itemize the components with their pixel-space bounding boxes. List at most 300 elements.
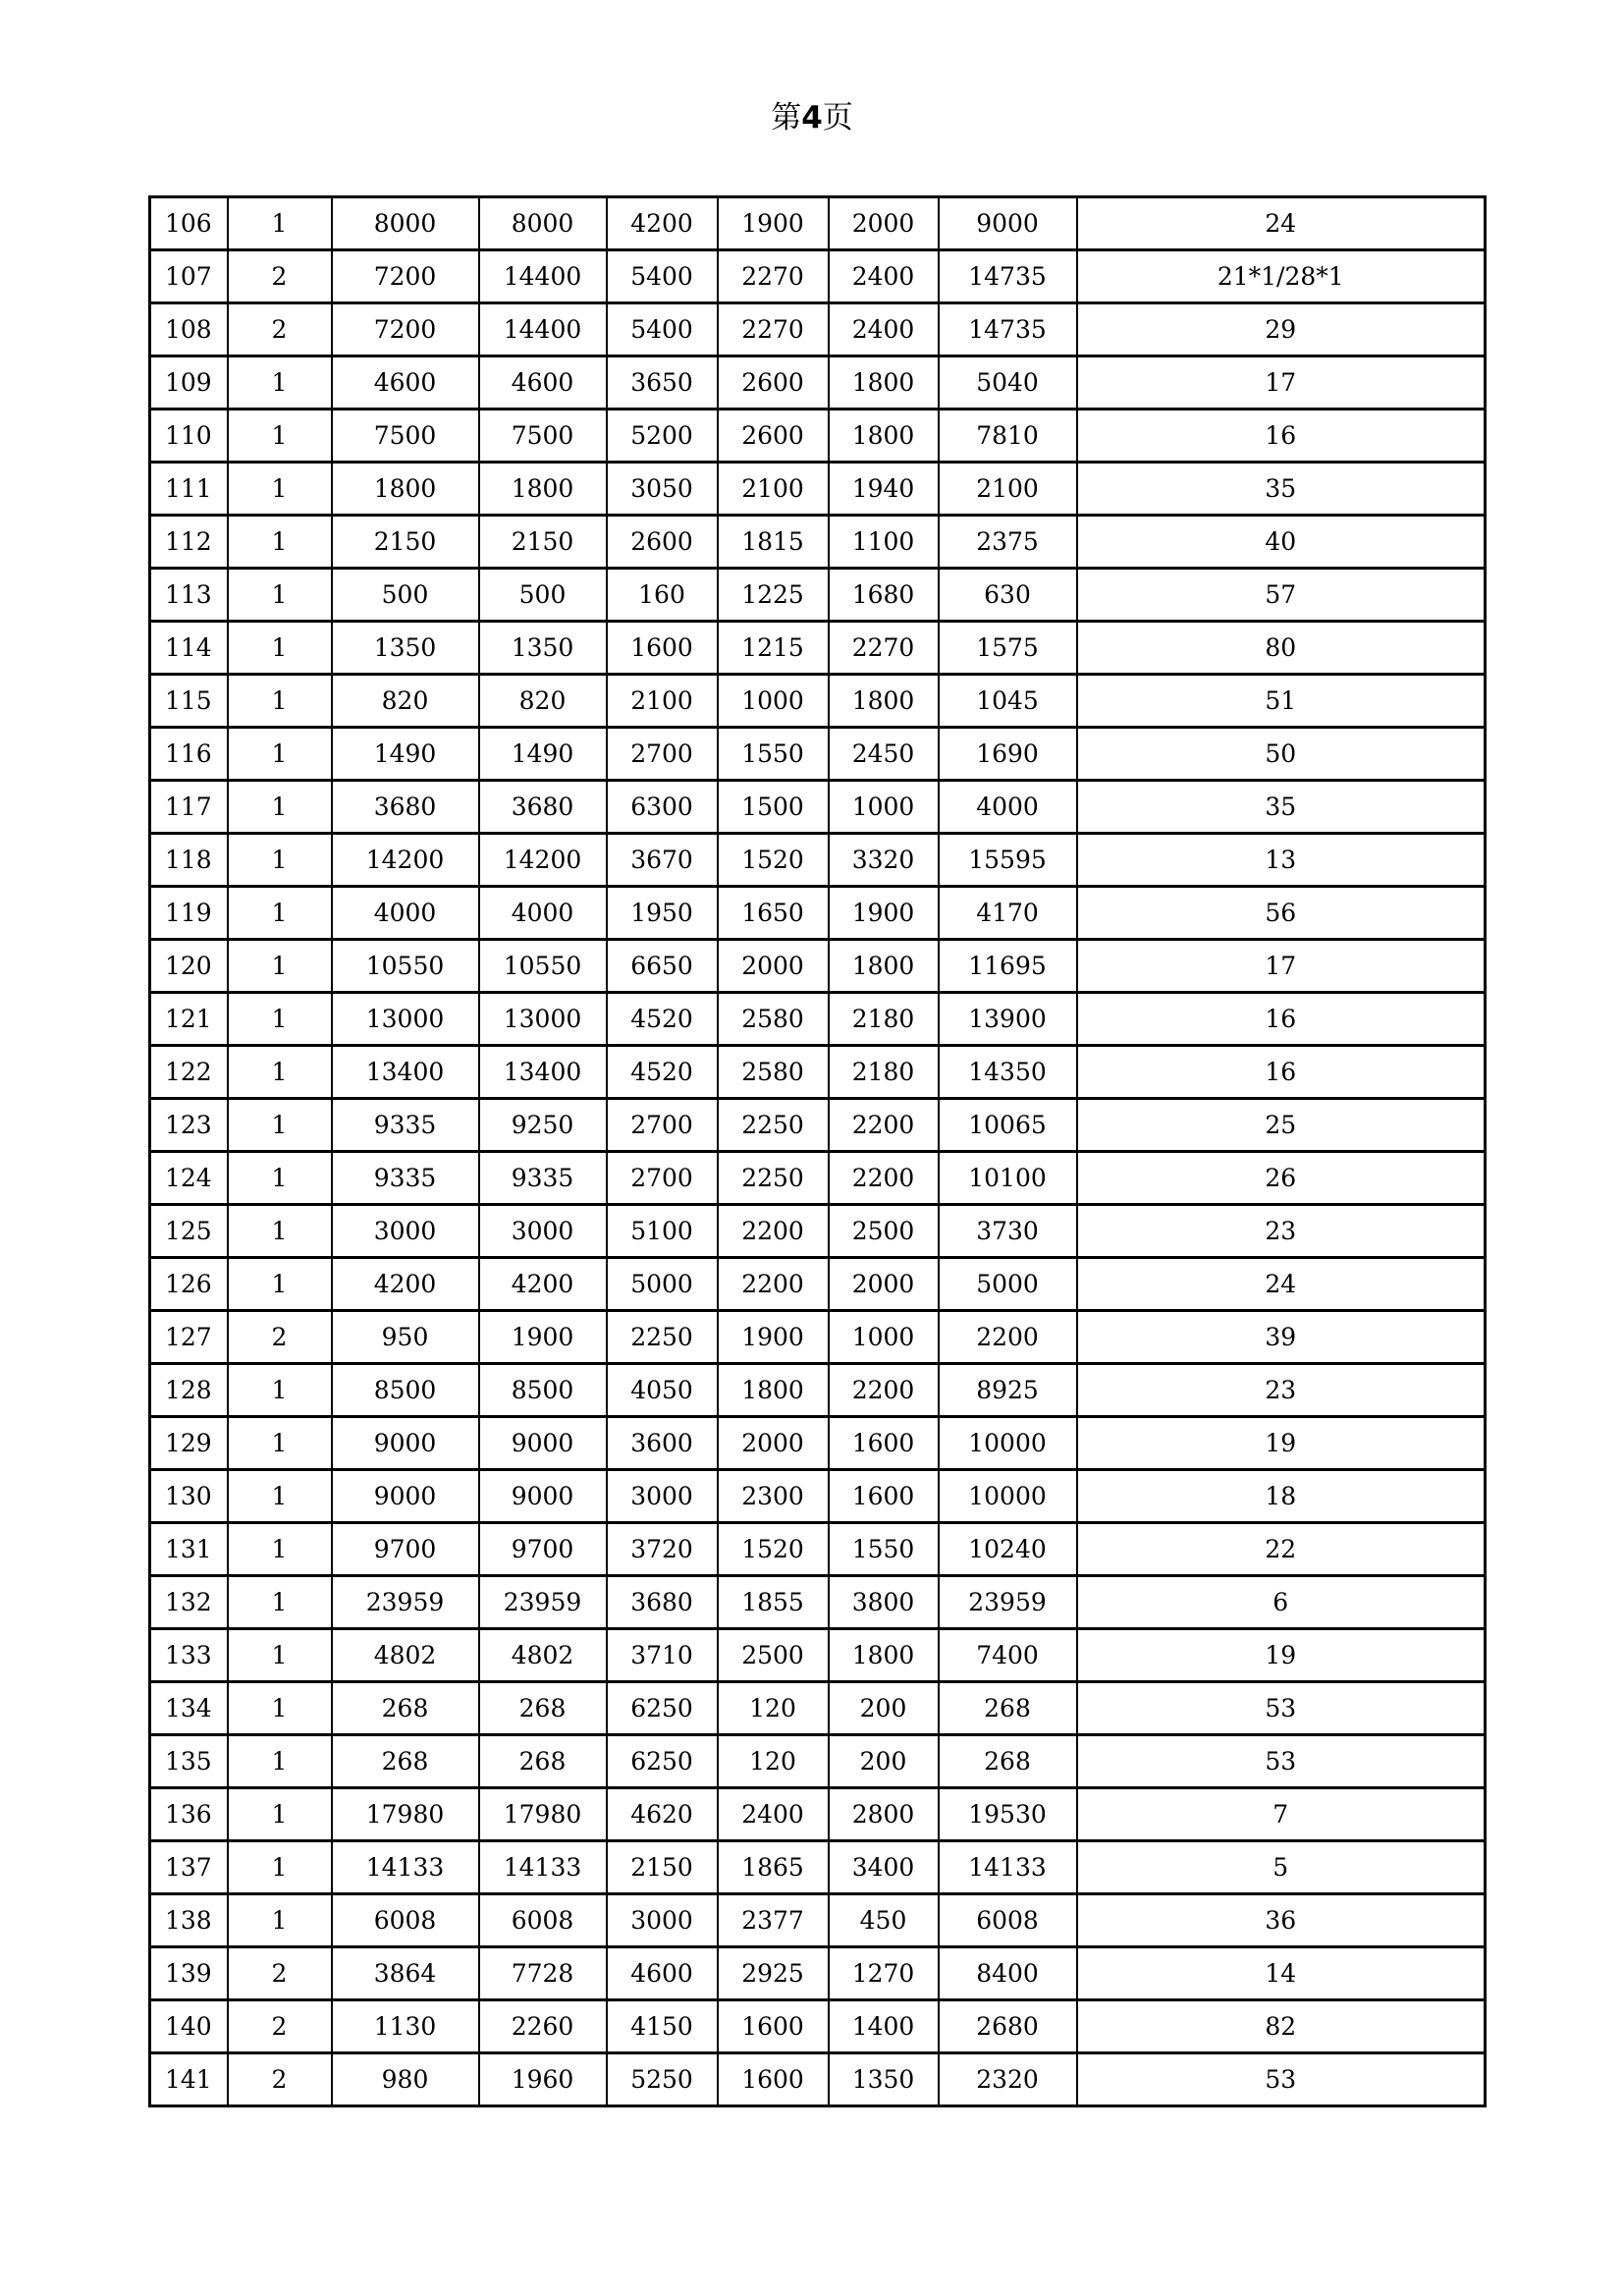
table-cell: 1900 (718, 1311, 829, 1364)
table-cell: 23959 (479, 1576, 607, 1629)
table-row (150, 1417, 1486, 1470)
page-header-suffix: 页 (822, 100, 853, 136)
table-row (150, 250, 1486, 303)
table-cell: 3720 (607, 1523, 718, 1576)
table-cell: 10100 (939, 1152, 1077, 1205)
table-cell: 1 (228, 1099, 332, 1152)
table-row (150, 1258, 1486, 1311)
table-cell: 119 (150, 887, 228, 940)
table-cell: 3670 (607, 834, 718, 887)
table-cell: 268 (479, 1735, 607, 1788)
table-cell: 4200 (332, 1258, 479, 1311)
table-cell: 2200 (829, 1364, 939, 1417)
table-cell: 141 (150, 2053, 228, 2106)
table-cell: 116 (150, 728, 228, 781)
table-cell: 4200 (607, 197, 718, 250)
table-cell: 1 (228, 1470, 332, 1523)
page-number: 4 (801, 100, 823, 136)
table-cell: 1 (228, 1523, 332, 1576)
table-cell: 1 (228, 1417, 332, 1470)
table-cell: 2200 (718, 1205, 829, 1258)
table-cell: 120 (150, 940, 228, 993)
table-cell: 1 (228, 1735, 332, 1788)
table-cell: 3730 (939, 1205, 1077, 1258)
table-cell: 3400 (829, 1841, 939, 1894)
table-cell: 8000 (479, 197, 607, 250)
table-cell: 2150 (607, 1841, 718, 1894)
table-cell: 9700 (479, 1523, 607, 1576)
table-cell: 2150 (479, 516, 607, 569)
table-cell: 23 (1077, 1205, 1486, 1258)
table-cell: 3320 (829, 834, 939, 887)
table-cell: 2180 (829, 993, 939, 1046)
table-cell: 22 (1077, 1523, 1486, 1576)
table-cell: 3800 (829, 1576, 939, 1629)
table-cell: 1350 (332, 622, 479, 675)
table-cell: 1960 (479, 2053, 607, 2106)
table-cell: 1215 (718, 622, 829, 675)
table-cell: 24 (1077, 1258, 1486, 1311)
table-cell: 2 (228, 1947, 332, 2000)
table-cell: 130 (150, 1470, 228, 1523)
table-cell: 57 (1077, 569, 1486, 622)
table-cell: 115 (150, 675, 228, 728)
table-row (150, 1205, 1486, 1258)
table-cell: 6250 (607, 1735, 718, 1788)
table-cell: 21*1/28*1 (1077, 250, 1486, 303)
table-cell: 268 (332, 1682, 479, 1735)
table-cell: 1 (228, 1576, 332, 1629)
table-cell: 1 (228, 463, 332, 516)
table-cell: 1800 (718, 1364, 829, 1417)
table-cell: 14133 (332, 1841, 479, 1894)
table-row (150, 1735, 1486, 1788)
table-cell: 4802 (332, 1629, 479, 1682)
table-cell: 1800 (829, 1629, 939, 1682)
table-cell: 18 (1077, 1470, 1486, 1523)
table-cell: 19530 (939, 1788, 1077, 1841)
table-cell: 3000 (479, 1205, 607, 1258)
table-row (150, 940, 1486, 993)
table-cell: 139 (150, 1947, 228, 2000)
table-cell: 7400 (939, 1629, 1077, 1682)
table-cell: 122 (150, 1046, 228, 1099)
table-cell: 1 (228, 1258, 332, 1311)
table-cell: 118 (150, 834, 228, 887)
table-cell: 4802 (479, 1629, 607, 1682)
table-row (150, 303, 1486, 356)
table-row (150, 463, 1486, 516)
table-cell: 1350 (479, 622, 607, 675)
table-cell: 1270 (829, 1947, 939, 2000)
table-cell: 5 (1077, 1841, 1486, 1894)
table-row (150, 887, 1486, 940)
table-cell: 1600 (718, 2000, 829, 2053)
table-cell: 13000 (332, 993, 479, 1046)
table-cell: 1000 (829, 781, 939, 834)
table-cell: 131 (150, 1523, 228, 1576)
table-cell: 17 (1077, 940, 1486, 993)
table-cell: 123 (150, 1099, 228, 1152)
table-cell: 4200 (479, 1258, 607, 1311)
table-cell: 268 (332, 1735, 479, 1788)
table-row (150, 1523, 1486, 1576)
table-cell: 1 (228, 516, 332, 569)
table-cell: 23 (1077, 1364, 1486, 1417)
table-cell: 1 (228, 1788, 332, 1841)
table-row (150, 675, 1486, 728)
table-cell: 1900 (718, 197, 829, 250)
table-cell: 7810 (939, 410, 1077, 463)
table-cell: 1 (228, 1205, 332, 1258)
table-cell: 3650 (607, 356, 718, 410)
table-row (150, 356, 1486, 410)
table-cell: 1100 (829, 516, 939, 569)
table-cell: 1550 (718, 728, 829, 781)
table-cell: 1865 (718, 1841, 829, 1894)
table-cell: 1815 (718, 516, 829, 569)
table-cell: 980 (332, 2053, 479, 2106)
table-cell: 19 (1077, 1417, 1486, 1470)
table-cell: 13900 (939, 993, 1077, 1046)
table-row (150, 1682, 1486, 1735)
table-cell: 4150 (607, 2000, 718, 2053)
table-cell: 630 (939, 569, 1077, 622)
table-cell: 5200 (607, 410, 718, 463)
table-cell: 820 (479, 675, 607, 728)
table-cell: 7200 (332, 303, 479, 356)
table-cell: 4520 (607, 1046, 718, 1099)
table-cell: 11695 (939, 940, 1077, 993)
table-cell: 1 (228, 1841, 332, 1894)
table-body (150, 197, 1486, 2106)
table-cell: 1130 (332, 2000, 479, 2053)
table-cell: 3000 (607, 1894, 718, 1947)
table-cell: 14133 (939, 1841, 1077, 1894)
table-cell: 1520 (718, 834, 829, 887)
table-row (150, 1470, 1486, 1523)
table-cell: 1490 (332, 728, 479, 781)
table-cell: 1600 (829, 1417, 939, 1470)
table-cell: 1 (228, 356, 332, 410)
table-cell: 1800 (829, 356, 939, 410)
table-cell: 2100 (718, 463, 829, 516)
table-cell: 10240 (939, 1523, 1077, 1576)
table-cell: 129 (150, 1417, 228, 1470)
table-cell: 1800 (829, 940, 939, 993)
table-row (150, 1629, 1486, 1682)
table-cell: 7200 (332, 250, 479, 303)
table-cell: 14 (1077, 1947, 1486, 2000)
table-cell: 113 (150, 569, 228, 622)
table-cell: 14200 (479, 834, 607, 887)
table-cell: 4000 (332, 887, 479, 940)
table-cell: 110 (150, 410, 228, 463)
table-cell: 124 (150, 1152, 228, 1205)
table-cell: 2 (228, 2000, 332, 2053)
table-cell: 80 (1077, 622, 1486, 675)
table-cell: 1490 (479, 728, 607, 781)
table-cell: 1550 (829, 1523, 939, 1576)
table-cell: 2400 (718, 1788, 829, 1841)
table-cell: 2 (228, 1311, 332, 1364)
table-cell: 5250 (607, 2053, 718, 2106)
table-cell: 1 (228, 993, 332, 1046)
table-cell: 1 (228, 569, 332, 622)
table-cell: 2 (228, 303, 332, 356)
table-cell: 9335 (332, 1152, 479, 1205)
table-cell: 3680 (607, 1576, 718, 1629)
table-cell: 2400 (829, 303, 939, 356)
table-cell: 7 (1077, 1788, 1486, 1841)
table-cell: 1500 (718, 781, 829, 834)
table-cell: 4620 (607, 1788, 718, 1841)
table-cell: 137 (150, 1841, 228, 1894)
table-cell: 8000 (332, 197, 479, 250)
table-cell: 5100 (607, 1205, 718, 1258)
table-cell: 2580 (718, 1046, 829, 1099)
table-cell: 2400 (829, 250, 939, 303)
table-cell: 2580 (718, 993, 829, 1046)
table-cell: 1800 (829, 410, 939, 463)
table-row (150, 1841, 1486, 1894)
table-cell: 450 (829, 1894, 939, 1947)
table-cell: 16 (1077, 410, 1486, 463)
table-cell: 120 (718, 1682, 829, 1735)
table-cell: 500 (479, 569, 607, 622)
table-row (150, 622, 1486, 675)
table-cell: 1225 (718, 569, 829, 622)
table-cell: 53 (1077, 1682, 1486, 1735)
table-cell: 17980 (479, 1788, 607, 1841)
table-row (150, 1311, 1486, 1364)
table-cell: 1400 (829, 2000, 939, 2053)
table-row (150, 993, 1486, 1046)
table-cell: 2270 (718, 250, 829, 303)
table-cell: 2800 (829, 1788, 939, 1841)
table-cell: 10065 (939, 1099, 1077, 1152)
table-row (150, 1894, 1486, 1947)
table-cell: 2600 (718, 410, 829, 463)
table-cell: 1650 (718, 887, 829, 940)
table-cell: 2000 (829, 1258, 939, 1311)
table-cell: 1 (228, 1046, 332, 1099)
table-cell: 19 (1077, 1629, 1486, 1682)
table-cell: 2300 (718, 1470, 829, 1523)
table-cell: 1000 (829, 1311, 939, 1364)
table-cell: 111 (150, 463, 228, 516)
table-cell: 3710 (607, 1629, 718, 1682)
table-cell: 1940 (829, 463, 939, 516)
table-cell: 1 (228, 675, 332, 728)
table-cell: 2450 (829, 728, 939, 781)
table-cell: 13000 (479, 993, 607, 1046)
table-cell: 2600 (718, 356, 829, 410)
table-cell: 1 (228, 1364, 332, 1417)
table-cell: 9000 (479, 1470, 607, 1523)
table-row (150, 1099, 1486, 1152)
table-cell: 1600 (718, 2053, 829, 2106)
table-cell: 2250 (718, 1099, 829, 1152)
table-cell: 1900 (479, 1311, 607, 1364)
table-cell: 820 (332, 675, 479, 728)
table-cell: 8500 (479, 1364, 607, 1417)
table-cell: 2320 (939, 2053, 1077, 2106)
table-cell: 6300 (607, 781, 718, 834)
table-cell: 2100 (607, 675, 718, 728)
table-cell: 1 (228, 622, 332, 675)
table-cell: 53 (1077, 1735, 1486, 1788)
table-cell: 126 (150, 1258, 228, 1311)
table-cell: 8500 (332, 1364, 479, 1417)
table-cell: 1950 (607, 887, 718, 940)
table-cell: 14400 (479, 303, 607, 356)
table-cell: 5000 (607, 1258, 718, 1311)
table-cell: 9335 (479, 1152, 607, 1205)
table-cell: 134 (150, 1682, 228, 1735)
table-cell: 2600 (607, 516, 718, 569)
table-row (150, 1046, 1486, 1099)
table-cell: 4520 (607, 993, 718, 1046)
table-cell: 2000 (718, 1417, 829, 1470)
table-cell: 1 (228, 410, 332, 463)
table-cell: 1680 (829, 569, 939, 622)
table-cell: 6008 (332, 1894, 479, 1947)
table-cell: 140 (150, 2000, 228, 2053)
table-row (150, 516, 1486, 569)
table-cell: 6250 (607, 1682, 718, 1735)
table-cell: 13400 (332, 1046, 479, 1099)
table-cell: 4050 (607, 1364, 718, 1417)
table-cell: 2000 (718, 940, 829, 993)
table-cell: 2250 (718, 1152, 829, 1205)
table-cell: 9000 (939, 197, 1077, 250)
table-cell: 4000 (479, 887, 607, 940)
table-cell: 117 (150, 781, 228, 834)
table-cell: 112 (150, 516, 228, 569)
table-cell: 14200 (332, 834, 479, 887)
table-cell: 2100 (939, 463, 1077, 516)
table-cell: 1 (228, 728, 332, 781)
table-cell: 40 (1077, 516, 1486, 569)
table-row (150, 834, 1486, 887)
table-cell: 5400 (607, 303, 718, 356)
table-cell: 6008 (939, 1894, 1077, 1947)
table-cell: 2200 (829, 1099, 939, 1152)
table-cell: 9335 (332, 1099, 479, 1152)
table-cell: 9000 (332, 1470, 479, 1523)
table-row (150, 1152, 1486, 1205)
table-cell: 125 (150, 1205, 228, 1258)
table-cell: 2 (228, 2053, 332, 2106)
table-cell: 23959 (939, 1576, 1077, 1629)
table-cell: 1800 (479, 463, 607, 516)
table-cell: 16 (1077, 993, 1486, 1046)
table-cell: 4170 (939, 887, 1077, 940)
table-cell: 1900 (829, 887, 939, 940)
table-cell: 2200 (939, 1311, 1077, 1364)
table-cell: 1690 (939, 728, 1077, 781)
table-cell: 9700 (332, 1523, 479, 1576)
table-cell: 1 (228, 1629, 332, 1682)
table-cell: 5400 (607, 250, 718, 303)
table-cell: 136 (150, 1788, 228, 1841)
table-cell: 2200 (829, 1152, 939, 1205)
table-cell: 14400 (479, 250, 607, 303)
table-cell: 500 (332, 569, 479, 622)
table-cell: 108 (150, 303, 228, 356)
table-cell: 7728 (479, 1947, 607, 2000)
table-cell: 9000 (332, 1417, 479, 1470)
table-cell: 128 (150, 1364, 228, 1417)
table-cell: 1 (228, 1682, 332, 1735)
table-cell: 200 (829, 1682, 939, 1735)
table-cell: 17980 (332, 1788, 479, 1841)
table-cell: 127 (150, 1311, 228, 1364)
table-cell: 2250 (607, 1311, 718, 1364)
table-cell: 26 (1077, 1152, 1486, 1205)
table-cell: 1 (228, 834, 332, 887)
table-cell: 3680 (332, 781, 479, 834)
page-header-prefix: 第 (771, 100, 802, 136)
table-cell: 4600 (332, 356, 479, 410)
table-cell: 2377 (718, 1894, 829, 1947)
table-cell: 1000 (718, 675, 829, 728)
table-cell: 2925 (718, 1947, 829, 2000)
table-cell: 4600 (607, 1947, 718, 2000)
table-cell: 39 (1077, 1311, 1486, 1364)
table-cell: 6650 (607, 940, 718, 993)
table-cell: 14735 (939, 303, 1077, 356)
table-row (150, 1576, 1486, 1629)
table-cell: 2 (228, 250, 332, 303)
table-cell: 2270 (718, 303, 829, 356)
table-cell: 4600 (479, 356, 607, 410)
table-cell: 1 (228, 887, 332, 940)
table-cell: 200 (829, 1735, 939, 1788)
table-cell: 1 (228, 781, 332, 834)
table-cell: 8925 (939, 1364, 1077, 1417)
table-cell: 5040 (939, 356, 1077, 410)
table-cell: 15595 (939, 834, 1077, 887)
table-row (150, 2053, 1486, 2106)
table-cell: 2200 (718, 1258, 829, 1311)
table-cell: 1 (228, 1894, 332, 1947)
table-cell: 1520 (718, 1523, 829, 1576)
table-cell: 268 (939, 1735, 1077, 1788)
table-cell: 4000 (939, 781, 1077, 834)
table-cell: 2700 (607, 728, 718, 781)
table-cell: 106 (150, 197, 228, 250)
table-cell: 120 (718, 1735, 829, 1788)
table-cell: 14133 (479, 1841, 607, 1894)
table-row (150, 1364, 1486, 1417)
table-cell: 3000 (332, 1205, 479, 1258)
table-cell: 3000 (607, 1470, 718, 1523)
table-cell: 1600 (607, 622, 718, 675)
table-cell: 10550 (479, 940, 607, 993)
table-cell: 13 (1077, 834, 1486, 887)
table-cell: 36 (1077, 1894, 1486, 1947)
table-row (150, 1788, 1486, 1841)
table-cell: 24 (1077, 197, 1486, 250)
table-cell: 53 (1077, 2053, 1486, 2106)
table-cell: 2500 (829, 1205, 939, 1258)
table-row (150, 2000, 1486, 2053)
table-cell: 35 (1077, 781, 1486, 834)
table-cell: 3600 (607, 1417, 718, 1470)
table-cell: 14735 (939, 250, 1077, 303)
